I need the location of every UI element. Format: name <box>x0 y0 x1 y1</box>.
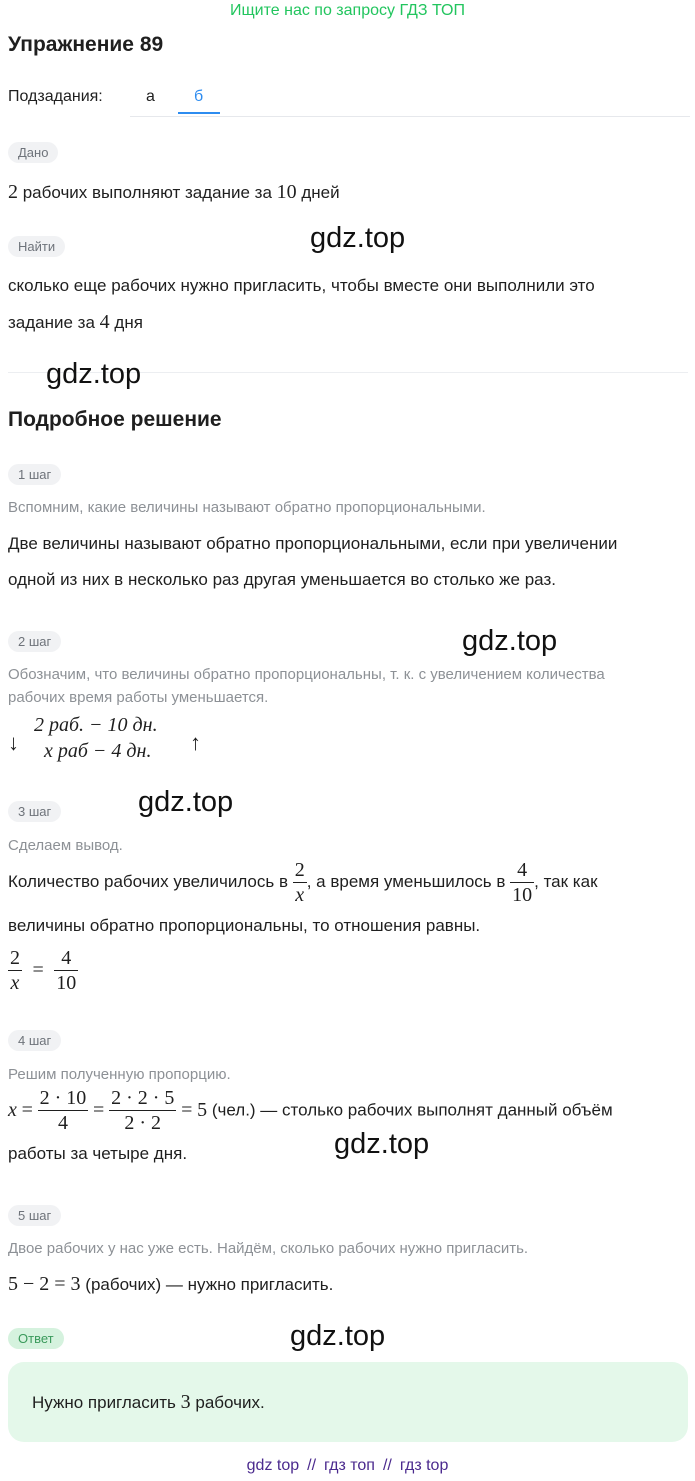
fraction-numerator: 2 <box>10 947 20 969</box>
given-text <box>8 174 688 211</box>
step2-chip: 2 шаг <box>8 631 61 652</box>
result-number: 5 <box>197 1099 208 1121</box>
step4-hint: Решим полученную пропорцию. <box>8 1066 231 1083</box>
watermark: gdz.top <box>138 786 234 818</box>
footer-link-gdz-top-mixed[interactable]: гдз top <box>399 1457 449 1474</box>
step3-text2: , а время уменьшилось в <box>306 871 511 891</box>
fraction-2x10-over-4 <box>38 1086 89 1135</box>
find-text-line1: сколько еще рабочих нужно пригласить, чтобы вместе они выполнили это <box>8 276 595 295</box>
tab-subtask-b[interactable]: б <box>194 88 204 105</box>
solution-title: Подробное решение <box>8 408 222 431</box>
step3-hint: Сделаем вывод. <box>8 837 123 854</box>
step3-line2: величины обратно пропорциональны, то отношения равны. <box>8 916 481 935</box>
fraction-denominator: 10 <box>512 884 533 906</box>
given-chip-wrap <box>8 142 58 163</box>
step5-chip-wrap <box>8 1205 61 1226</box>
step4-chip: 4 шаг <box>8 1030 61 1051</box>
answer-chip-wrap <box>8 1328 64 1349</box>
step2-row1: 2 раб. − 10 дн. <box>34 714 158 736</box>
find-text-line2 <box>8 304 688 341</box>
tab-subtask-a[interactable]: а <box>146 88 155 105</box>
step3-line1 <box>8 858 688 907</box>
eq-fraction-left <box>8 946 22 995</box>
answer-text-part2: рабочих. <box>190 1393 265 1412</box>
step5-expression: 5 − 2 = 3 <box>8 1273 81 1295</box>
step5-hint: Двое рабочих у нас уже есть. Найдём, сколько рабочих нужно пригласить. <box>8 1240 529 1257</box>
fraction-2x2x5-over-2x2 <box>109 1086 176 1135</box>
answer-text <box>32 1388 265 1417</box>
equals-sign: = <box>32 959 44 981</box>
step2-row2: x раб − 4 дн. <box>44 740 152 762</box>
step3-text1: Количество рабочих увеличилось в <box>8 871 293 891</box>
find-text-end: дня <box>109 313 143 332</box>
step4-text1: (чел.) — столько рабочих выполнят данный объём <box>207 1100 613 1120</box>
footer-link-gdz-top[interactable]: gdz top <box>246 1457 300 1474</box>
given-chip: Дано <box>8 142 58 163</box>
top-banner: Ищите нас по запросу ГДЗ ТОП <box>230 2 465 19</box>
arrow-up-icon: ↑ <box>190 730 201 755</box>
fraction-denominator: x <box>10 972 20 994</box>
step2-chip-wrap <box>8 631 61 652</box>
fraction-numerator: 2 · 2 · 5 <box>111 1087 175 1109</box>
given-workers-number: 2 <box>8 181 18 203</box>
fraction-4-over-10 <box>510 858 534 907</box>
equals-sign: = <box>181 1099 193 1121</box>
answer-number: 3 <box>180 1391 191 1413</box>
find-days-number: 4 <box>99 311 110 333</box>
footer-separator: // <box>307 1457 317 1474</box>
subtasks-label: Подзадания: <box>8 88 103 105</box>
answer-chip: Ответ <box>8 1328 64 1349</box>
step1-line2: одной из них в несколько раз другая уменьшается во столько же раз. <box>8 570 556 589</box>
watermark: gdz.top <box>310 222 406 254</box>
given-text-part1: рабочих выполняют задание за <box>18 183 277 202</box>
active-tab-indicator <box>178 112 220 114</box>
tabs-divider <box>130 116 690 117</box>
equals-sign: = <box>93 1099 105 1121</box>
eq-fraction-right <box>54 946 78 995</box>
find-chip: Найти <box>8 236 65 257</box>
step1-line1: Две величины называют обратно пропорциональными, если при увеличении <box>8 534 618 553</box>
fraction-2-over-x <box>293 858 307 907</box>
fraction-denominator: x <box>295 884 305 906</box>
step3-equation <box>8 946 78 995</box>
equals-sign: = <box>21 1099 33 1121</box>
find-chip-wrap <box>8 236 65 257</box>
step2-hint-line1: Обозначим, что величины обратно пропорциональны, т. к. с увеличением количества <box>8 666 605 683</box>
fraction-denominator: 10 <box>56 972 77 994</box>
footer-links <box>0 1457 695 1475</box>
step3-chip: 3 шаг <box>8 801 61 822</box>
arrow-down-icon: ↓ <box>8 730 19 755</box>
watermark: gdz.top <box>290 1320 386 1352</box>
fraction-denominator: 4 <box>57 1112 68 1134</box>
answer-text-part1: Нужно пригласить <box>32 1393 181 1412</box>
watermark: gdz.top <box>46 358 142 390</box>
footer-separator: // <box>382 1457 392 1474</box>
variable-x: x <box>8 1099 17 1121</box>
fraction-numerator: 4 <box>54 946 78 971</box>
given-days-number: 10 <box>276 181 297 203</box>
watermark: gdz.top <box>462 625 558 657</box>
fraction-denominator: 2 · 2 <box>124 1112 162 1134</box>
step1-hint: Вспомним, какие величины называют обратно пропорциональными. <box>8 499 486 516</box>
step5-chip: 5 шаг <box>8 1205 61 1226</box>
step1-chip-wrap <box>8 464 61 485</box>
step2-hint-line2: рабочих время работы уменьшается. <box>8 689 269 706</box>
fraction-numerator: 2 <box>294 859 305 881</box>
step1-chip: 1 шаг <box>8 464 61 485</box>
step4-line2: работы за четыре дня. <box>8 1144 188 1163</box>
fraction-numerator: 2 · 10 <box>39 1087 87 1109</box>
exercise-title: Упражнение 89 <box>8 33 164 56</box>
footer-link-gdz-top-ru[interactable]: гдз топ <box>324 1457 375 1474</box>
step3-text3: , так как <box>534 871 598 891</box>
find-text-part: задание за <box>8 313 100 332</box>
step3-chip-wrap <box>8 801 61 822</box>
given-text-part2: дней <box>296 183 340 202</box>
watermark: gdz.top <box>334 1128 430 1160</box>
step5-line1 <box>8 1266 688 1303</box>
step5-text1: (рабочих) — нужно пригласить. <box>80 1275 334 1294</box>
fraction-numerator: 4 <box>510 858 534 883</box>
step4-chip-wrap <box>8 1030 61 1051</box>
